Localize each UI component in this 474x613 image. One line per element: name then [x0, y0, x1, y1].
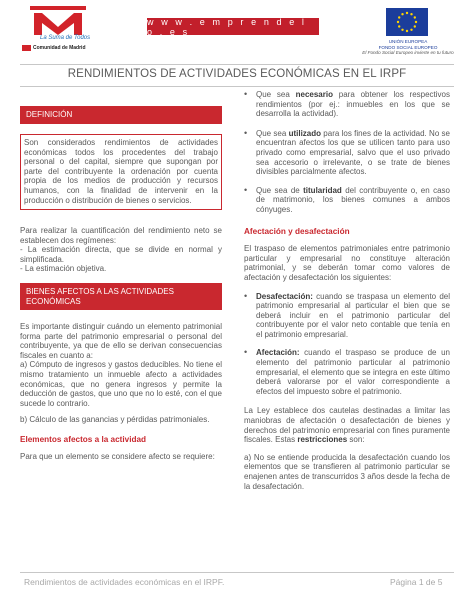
eu-caption — [358, 39, 458, 56]
list-item: • Que sea utilizado para los fines de la actividad. No se encuentran afectos los que se utilicen tanto para uso privado como empresarial, salvo que el uso privado sea accesorio o irrelevante, o se trate de bienes divisibles parcialmente afectos. — [244, 127, 450, 177]
eu-flag-icon — [386, 8, 428, 36]
cautela-a: a) No se entiende producida la desafectación cuando los elementos que se transfieren al patrimonio particular se enajenen antes de transcurridos 3 años desde la fecha de la desafectación. — [244, 452, 450, 491]
list-item: • Que sea necesario para obtener los respectivos rendimientos (por ej.: inmuebles en los que se desarrolla la actividad). — [244, 89, 450, 119]
bullet-icon: • — [244, 184, 248, 195]
definicion-heading: DEFINICIÓN — [20, 106, 222, 124]
afectacion-paragraph: El traspaso de elementos patrimoniales entre patrimonio particular y empresarial no constituye alteración patrimonial, y se deberán tomar como valores de afectación y desafectación los siguientes: — [244, 244, 450, 282]
list-item: • Desafectación: cuando se traspasa un elemento del patrimonio empresarial al particular el bien que se deberá incluir en el patrimonio particular del contribuyente por el valor neto contable que tenía en el patrimonio empresarial. — [244, 290, 450, 339]
footer-title: Rendimientos de actividades económicas en el IRPF. — [24, 577, 225, 587]
page-title: RENDIMIENTOS DE ACTIVIDADES ECONÓMICAS EN EL IRPF — [67, 68, 407, 80]
title-divider — [20, 86, 454, 87]
eu-line-2: FONDO SOCIAL EUROPEO — [378, 44, 438, 50]
bullet-icon: • — [244, 347, 248, 358]
regime-a: - La estimación directa, que se divide en normal y simplificada. — [20, 245, 222, 264]
madrid-logo-icon — [30, 6, 86, 36]
afectos-text: Para que un elemento se considere afecto se requiere: — [20, 451, 215, 461]
region-name: Comunidad de Madrid — [33, 45, 86, 51]
eu-slogan: El Fondo Social Europeo invierte en tu futuro — [362, 50, 454, 56]
regime-b: - La estimación objetiva. — [20, 264, 107, 274]
cautelas-paragraph: La Ley establece dos cautelas destinadas a limitar las maniobras de afectación o desafectación de bienes y derechos del patrimonio empresarial con fines puramente fiscales. Estas restricciones son: — [244, 406, 450, 445]
bullet-icon: • — [244, 290, 248, 301]
bullet-icon: • — [244, 127, 248, 138]
bullet-icon: • — [244, 89, 248, 99]
bienes-block — [20, 322, 222, 461]
bienes-point-b: b) Cálculo de las ganancias y pérdidas patrimoniales. — [20, 415, 210, 425]
header-divider — [20, 64, 454, 65]
list-item: • Afectación: cuando el traspaso se produce de un elemento del patrimonio particular al patrimonio empresarial, el elemento que se integra en este último deberá valorarse por el valor correspondiente a efectos del impuesto sobre el patrimonio. — [244, 347, 450, 396]
comunidad-madrid-label — [22, 45, 86, 51]
regimes-intro: Para realizar la cuantificación del rendimiento neto se establecen dos regímenes: — [20, 226, 222, 245]
footer-divider — [20, 572, 454, 573]
afectacion-heading: Afectación y desafectación — [244, 226, 350, 236]
website-url[interactable]: w w w . e m p r e n d e l o . e s — [147, 18, 319, 35]
page-number: Página 1 de 5 — [390, 577, 443, 587]
afectos-heading: Elementos afectos a la actividad — [20, 434, 147, 444]
eu-line-1: UNIÓN EUROPEA — [388, 39, 428, 44]
bienes-point-a: a) Cómputo de ingresos y gastos deducibles. No tiene el mismo tratamiento un inmueble afecto a actividades económicas, que no genera ingresos y permite la deducción de gastos, que uno que no lo esté, con el que sucede lo contrario. — [20, 360, 222, 408]
list-item: • Que sea de titularidad del contribuyente o, en caso de matrimonio, los bienes comunes a ambos cónyuges. — [244, 184, 450, 214]
definicion-text: Son considerados rendimientos de actividades económicas todos los procedentes del trabajo personal o del capital, siempre que supongan por parte del contribuyente la ordenación por cuenta propia de los medios de producción y recursos humanos, con la finalidad de intervenir en la producción o distribución de bienes o servicios. — [24, 138, 218, 205]
logo-tagline: La Suma de Todos — [40, 35, 91, 41]
madrid-flag-icon — [22, 45, 31, 51]
bienes-heading: BIENES AFECTOS A LAS ACTIVIDADES ECONÓMICAS — [20, 283, 222, 310]
requirements-list — [244, 90, 450, 491]
regimes-block — [20, 226, 222, 274]
bienes-paragraph: Es importante distinguir cuándo un elemento patrimonial forma parte del patrimonio empresarial o personal del contribuyente, ya que de ello se derivan consecuencias fiscales en cuanto a: — [20, 322, 222, 360]
